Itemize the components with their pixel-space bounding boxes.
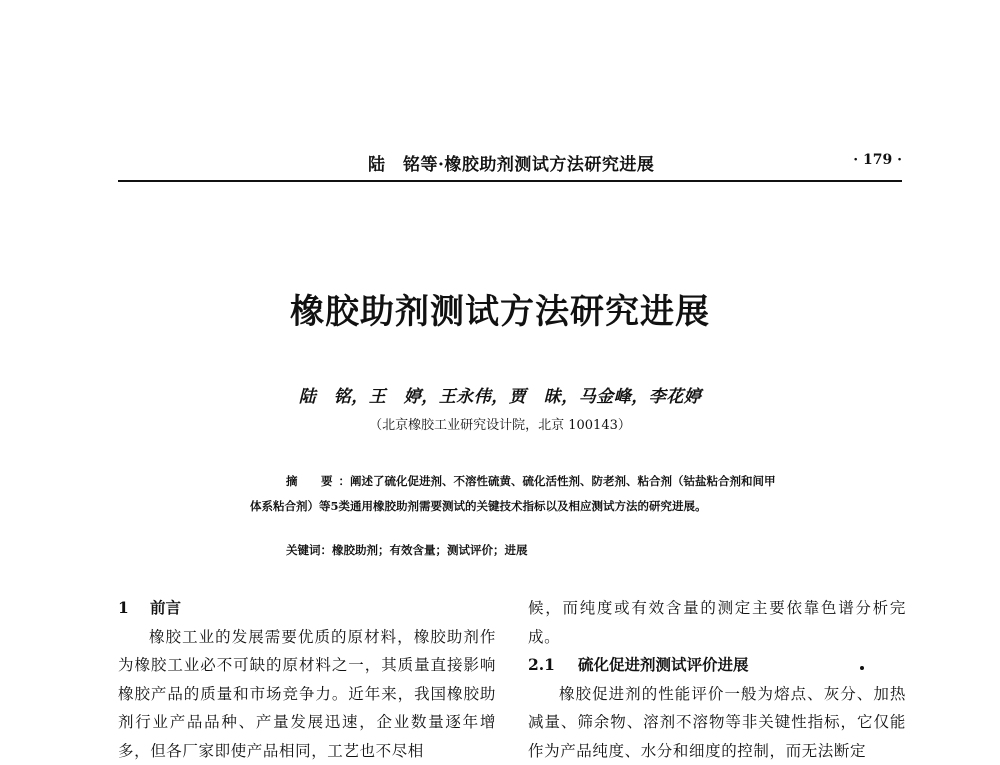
section-1-number: 1 [118,594,150,623]
stray-dot [860,666,864,670]
keywords [286,542,528,558]
running-header [118,148,902,178]
keywords-text: ：橡胶助剂；有效含量；测试评价；进展 [321,543,528,557]
abstract-label: 摘 要 [286,474,339,488]
section-1-title: 前言 [150,598,181,617]
section-1-heading [118,594,496,623]
paper-title: 橡胶助剂测试方法研究进展 [0,284,1000,333]
right-column [528,594,906,765]
running-title: 陆 铭等·橡胶助剂测试方法研究进展 [368,150,654,175]
left-column [118,594,496,765]
section-2-1-paragraph: 橡胶促进剂的性能评价一般为熔点、灰分、加热减量、筛余物、溶剂不溶物等非关键性指标，它仅能作为产品纯度、水分和细度的控制，而无法断定 [528,680,906,765]
continued-paragraph: 候，而纯度或有效含量的测定主要依靠色谱分析完成。 [528,594,906,651]
header-rule [118,180,902,182]
page-number: · 179 · [853,152,902,168]
section-2-1-title: 硫化促进剂测试评价进展 [578,655,749,674]
abstract [250,469,776,519]
section-2-1-heading [528,651,906,680]
section-1-paragraph: 橡胶工业的发展需要优质的原材料，橡胶助剂作为橡胶工业必不可缺的原材料之一，其质量直接影响橡胶产品的质量和市场竞争力。近年来，我国橡胶助剂行业产品品种、产量发展迅速，企业数量逐年增多，但各厂家即使产品相同，工艺也不尽相 [118,623,496,765]
section-2-1-number: 2.1 [528,651,578,680]
authors: 陆 铭，王 婷，王永伟，贾 昧，马金峰，李花婷 [0,382,1000,407]
abstract-text: ：阐述了硫化促进剂、不溶性硫黄、硫化活性剂、防老剂、粘合剂（钴盐粘合剂和间甲体系粘合剂）等5类通用橡胶助剂需要测试的关键技术指标以及相应测试方法的研究进展。 [250,474,776,513]
keywords-label: 关键词 [286,543,321,557]
affiliation: （北京橡胶工业研究设计院，北京 100143） [0,414,1000,433]
